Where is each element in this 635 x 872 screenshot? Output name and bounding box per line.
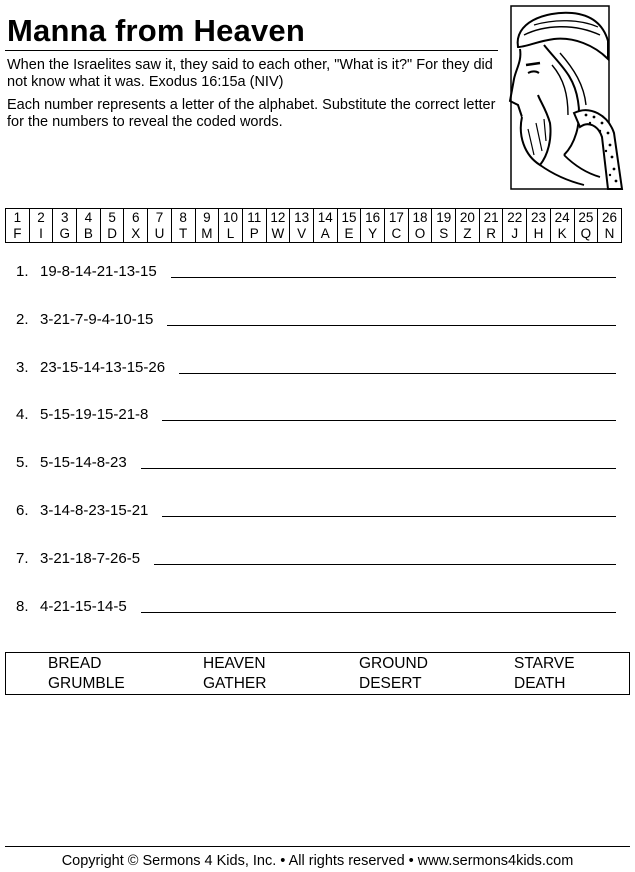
- puzzle-number: 8.: [16, 598, 29, 615]
- cipher-letter: C: [385, 226, 409, 243]
- puzzle-item: [16, 593, 616, 615]
- cipher-number: 19: [432, 209, 456, 227]
- cipher-number: 10: [219, 209, 243, 227]
- answer-line[interactable]: [167, 325, 616, 326]
- title-underline: [5, 50, 498, 51]
- cipher-letter: R: [479, 226, 503, 243]
- puzzle-item: [16, 306, 616, 328]
- word-bank-word: GATHER: [203, 675, 267, 692]
- puzzle-number: 4.: [16, 406, 29, 423]
- puzzle-number: 7.: [16, 550, 29, 567]
- puzzle-number: 2.: [16, 311, 29, 328]
- cipher-number: 23: [527, 209, 551, 227]
- puzzle-item: [16, 258, 616, 280]
- puzzle-code: 4-21-15-14-5: [40, 598, 127, 615]
- puzzle-code: 19-8-14-21-13-15: [40, 263, 157, 280]
- cipher-letter: X: [124, 226, 148, 243]
- cipher-number: 12: [266, 209, 290, 227]
- moses-illustration: [504, 5, 633, 191]
- cipher-letter: P: [242, 226, 266, 243]
- cipher-letter: W: [266, 226, 290, 243]
- scripture-verse: When the Israelites saw it, they said to each other, "What is it?" For they did not know what it was. Exodus 16:15a (NIV): [7, 57, 493, 90]
- cipher-number: 5: [100, 209, 124, 227]
- puzzle-item: [16, 401, 616, 423]
- puzzle-code: 3-14-8-23-15-21: [40, 502, 149, 519]
- puzzle-number: 5.: [16, 454, 29, 471]
- cipher-letter: I: [29, 226, 53, 243]
- puzzle-item: [16, 497, 616, 519]
- puzzle-code: 3-21-7-9-4-10-15: [40, 311, 154, 328]
- puzzle-number: 1.: [16, 263, 29, 280]
- cipher-number: 16: [361, 209, 385, 227]
- cipher-number: 25: [574, 209, 598, 227]
- cipher-number: 24: [550, 209, 574, 227]
- word-bank: [5, 652, 630, 695]
- footer-divider: [5, 846, 630, 847]
- puzzle-item: [16, 545, 616, 567]
- cipher-number: 21: [479, 209, 503, 227]
- cipher-number: 22: [503, 209, 527, 227]
- cipher-letter: A: [313, 226, 337, 243]
- cipher-letter: G: [53, 226, 77, 243]
- puzzle-code: 23-15-14-13-15-26: [40, 359, 166, 376]
- word-bank-word: BREAD: [48, 655, 102, 672]
- cipher-number: 2: [29, 209, 53, 227]
- cipher-letter: Y: [361, 226, 385, 243]
- cipher-number: 15: [337, 209, 361, 227]
- cipher-letter: T: [171, 226, 195, 243]
- cipher-letters-row: [6, 226, 622, 243]
- cipher-number: 9: [195, 209, 219, 227]
- instructions: Each number represents a letter of the alphabet. Substitute the correct letter for the numbers to reveal the coded words.: [7, 97, 496, 130]
- answer-line[interactable]: [179, 373, 616, 374]
- puzzle-code: 5-15-19-15-21-8: [40, 406, 149, 423]
- answer-line[interactable]: [162, 420, 616, 421]
- word-bank-word: GRUMBLE: [48, 675, 125, 692]
- cipher-letter: J: [503, 226, 527, 243]
- cipher-numbers-row: [6, 209, 622, 227]
- cipher-number: 18: [408, 209, 432, 227]
- cipher-letter: U: [148, 226, 172, 243]
- word-bank-word: HEAVEN: [203, 655, 266, 672]
- puzzle-code: 5-15-14-8-23: [40, 454, 127, 471]
- cipher-letter: M: [195, 226, 219, 243]
- cipher-number: 7: [148, 209, 172, 227]
- cipher-letter: B: [77, 226, 101, 243]
- cipher-number: 14: [313, 209, 337, 227]
- answer-line[interactable]: [141, 612, 616, 613]
- cipher-letter: K: [550, 226, 574, 243]
- answer-line[interactable]: [171, 277, 616, 278]
- puzzle-item: [16, 354, 616, 376]
- cipher-letter: O: [408, 226, 432, 243]
- cipher-letter: Q: [574, 226, 598, 243]
- cipher-number: 6: [124, 209, 148, 227]
- answer-line[interactable]: [154, 564, 616, 565]
- cipher-letter: H: [527, 226, 551, 243]
- puzzle-number: 6.: [16, 502, 29, 519]
- cipher-number: 13: [290, 209, 314, 227]
- cipher-number: 1: [6, 209, 30, 227]
- word-bank-word: STARVE: [514, 655, 575, 672]
- puzzle-code: 3-21-18-7-26-5: [40, 550, 141, 567]
- cipher-key-table: [5, 208, 622, 243]
- cipher-letter: L: [219, 226, 243, 243]
- puzzle-item: [16, 449, 616, 471]
- cipher-number: 20: [456, 209, 480, 227]
- cipher-number: 8: [171, 209, 195, 227]
- puzzle-number: 3.: [16, 359, 29, 376]
- copyright-footer: Copyright © Sermons 4 Kids, Inc. • All rights reserved • www.sermons4kids.com: [61, 853, 574, 869]
- cipher-letter: D: [100, 226, 124, 243]
- cipher-letter: Z: [456, 226, 480, 243]
- cipher-letter: F: [6, 226, 30, 243]
- cipher-number: 11: [242, 209, 266, 227]
- cipher-number: 4: [77, 209, 101, 227]
- word-bank-word: DEATH: [514, 675, 566, 692]
- cipher-letter: S: [432, 226, 456, 243]
- cipher-number: 3: [53, 209, 77, 227]
- cipher-letter: N: [598, 226, 622, 243]
- answer-line[interactable]: [141, 468, 616, 469]
- cipher-number: 17: [385, 209, 409, 227]
- cipher-letter: E: [337, 226, 361, 243]
- cipher-letter: V: [290, 226, 314, 243]
- answer-line[interactable]: [162, 516, 616, 517]
- page-title: Manna from Heaven: [7, 13, 305, 48]
- cipher-number: 26: [598, 209, 622, 227]
- word-bank-word: DESERT: [359, 675, 422, 692]
- word-bank-word: GROUND: [359, 655, 428, 672]
